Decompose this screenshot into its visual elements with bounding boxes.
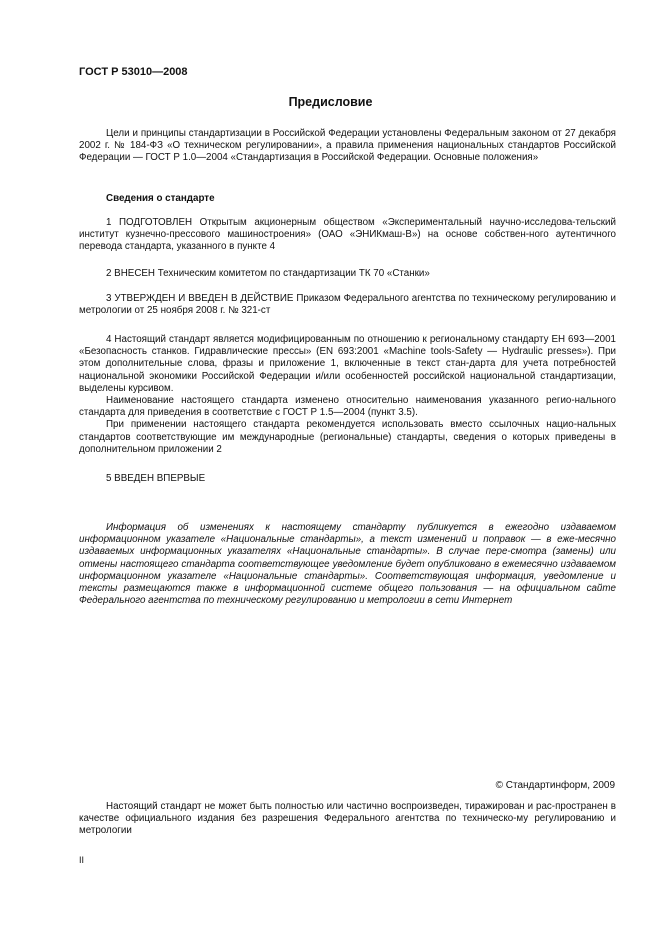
- item-3-block: [79, 293, 616, 317]
- subheading-block: [79, 193, 616, 205]
- page-number: II: [79, 855, 85, 865]
- intro-block: [79, 128, 616, 165]
- copyright: © Стандартинформ, 2009: [495, 780, 615, 791]
- item-4-block: [79, 334, 616, 456]
- reproduction-block: [79, 801, 616, 838]
- info-block: [79, 522, 616, 607]
- item-4: 4 Настоящий стандарт является модифицированным по отношению к региональному стандарту ЕН 693—2001 «Безопасность станков. Гидравлические прессы» (EN 693:2001 «Machine tools-Safety — Hydraulic presses»). При этом дополнительные слова, фразы и приложение 1, включенные в текст стан-дарта для учета потребностей национальной экономики Российской Федерации и/или особенностей российской национальной стандартизации, выделены курсивом.: [79, 334, 616, 394]
- item-4-note-refs: При применении настоящего стандарта рекомендуется использовать вместо ссылочных нацио-нальных стандартов соответствующие им международные (региональные) стандарты, сведения о которых приведены в дополнительном приложении 2: [79, 419, 616, 455]
- item-4-note-name: Наименование настоящего стандарта изменено относительно наименования указанного регио-нального стандарта для приведения в соответствие с ГОСТ Р 1.5—2004 (пункт 3.5).: [79, 395, 616, 419]
- item-5-block: [79, 473, 616, 485]
- section-subheading: Сведения о стандарте: [106, 193, 215, 204]
- info-notice: Информация об изменениях к настоящему стандарту публикуется в ежегодно издаваемом информационном указателе «Национальные стандарты», а текст изменений и поправок — в еже-месячно издаваемых информационных указателях «Национальные стандарты». В случае пере-смотра (замены) или отмены настоящего стандарта соответствующее уведомление будет опубликовано в ежемесячно издаваемом информационном указателе «Национальные стандарты». Соответствующая информация, уведомление и тексты размещаются также в информационной системе общего пользования — на официальном сайте Федерального агентства по техническому регулированию и метрологии в сети Интернет: [79, 522, 616, 607]
- document-code: ГОСТ Р 53010—2008: [79, 66, 188, 78]
- intro-paragraph: Цели и принципы стандартизации в Российской Федерации установлены Федеральным законом от 27 декабря 2002 г. № 184-ФЗ «О техническом регулировании», а правила применения национальных стандартов Российской Федерации — ГОСТ Р 1.0—2004 «Стандартизация в Российской Федерации. Основные положения»: [79, 128, 616, 164]
- item-2: 2 ВНЕСЕН Техническим комитетом по стандартизации ТК 70 «Станки»: [106, 268, 430, 279]
- item-3: 3 УТВЕРЖДЕН И ВВЕДЕН В ДЕЙСТВИЕ Приказом Федерального агентства по техническому регулированию и метрологии от 25 ноября 2008 г. № 321-ст: [79, 293, 616, 317]
- item-1-block: [79, 217, 616, 254]
- item-2-block: [79, 268, 616, 280]
- item-1: 1 ПОДГОТОВЛЕН Открытым акционерным обществом «Экспериментальный научно-исследова-тельский институт кузнечно-прессового машиностроения» (ОАО «ЭНИКмаш-В») на основе собствен-ного аутентичного перевода стандарта, указанного в пункте 4: [79, 217, 616, 253]
- reproduction-notice: Настоящий стандарт не может быть полностью или частично воспроизведен, тиражирован и рас-пространен в качестве официального издания без разрешения Федерального агентства по техническо-му регулированию и метрологии: [79, 801, 616, 837]
- item-5: 5 ВВЕДЕН ВПЕРВЫЕ: [106, 473, 206, 484]
- page-title: Предисловие: [288, 95, 373, 109]
